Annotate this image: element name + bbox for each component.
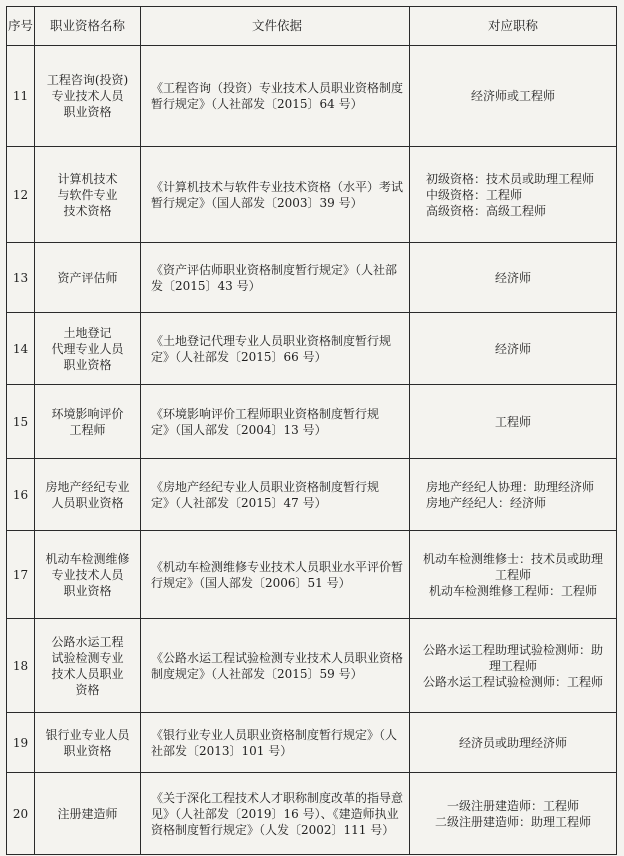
- row-title: 经济员或助理经济师: [410, 713, 617, 773]
- row-title: 经济师: [410, 243, 617, 313]
- header-name: 职业资格名称: [35, 7, 141, 46]
- row-title: 机动车检测维修士：技术员或助理 工程师 机动车检测维修工程师：工程师: [410, 531, 617, 619]
- row-name: 房地产经纪专业 人员职业资格: [35, 459, 141, 531]
- row-title: 初级资格：技术员或助理工程师 中级资格：工程师 高级资格：高级工程师: [410, 147, 617, 243]
- qualification-table: [6, 6, 617, 855]
- row-doc: 《银行业专业人员职业资格制度暂行规定》（人社部发〔2013〕101 号）: [141, 713, 410, 773]
- row-name: 资产评估师: [35, 243, 141, 313]
- row-no: 19: [7, 713, 35, 773]
- table-row: [7, 619, 617, 713]
- row-title: 经济师或工程师: [410, 46, 617, 147]
- row-no: 11: [7, 46, 35, 147]
- row-title: 一级注册建造师：工程师 二级注册建造师：助理工程师: [410, 773, 617, 855]
- table-header-row: [7, 7, 617, 46]
- header-no: 序号: [7, 7, 35, 46]
- row-doc: 《关于深化工程技术人才职称制度改革的指导意见》（人社部发〔2019〕16 号）、《建造师执业资格制度暂行规定》（人发〔2002〕111 号）: [141, 773, 410, 855]
- row-doc: 《机动车检测维修专业技术人员职业水平评价暂行规定》（国人部发〔2006〕51 号）: [141, 531, 410, 619]
- row-title: 经济师: [410, 313, 617, 385]
- row-doc: 《工程咨询（投资）专业技术人员职业资格制度暂行规定》（人社部发〔2015〕64 号）: [141, 46, 410, 147]
- row-no: 12: [7, 147, 35, 243]
- row-name: 环境影响评价 工程师: [35, 385, 141, 459]
- row-name: 计算机技术 与软件专业 技术资格: [35, 147, 141, 243]
- row-name: 银行业专业人员 职业资格: [35, 713, 141, 773]
- row-name: 公路水运工程 试验检测专业 技术人员职业 资格: [35, 619, 141, 713]
- header-title: 对应职称: [410, 7, 617, 46]
- table-row: [7, 531, 617, 619]
- table-row: [7, 313, 617, 385]
- row-name: 工程咨询(投资) 专业技术人员 职业资格: [35, 46, 141, 147]
- table-row: [7, 243, 617, 313]
- row-no: 17: [7, 531, 35, 619]
- table-row: [7, 459, 617, 531]
- table-row: [7, 147, 617, 243]
- row-no: 18: [7, 619, 35, 713]
- table-row: [7, 713, 617, 773]
- row-doc: 《公路水运工程试验检测专业技术人员职业资格制度规定》（人社部发〔2015〕59 号）: [141, 619, 410, 713]
- row-no: 14: [7, 313, 35, 385]
- row-doc: 《环境影响评价工程师职业资格制度暂行规定》（国人部发〔2004〕13 号）: [141, 385, 410, 459]
- row-title: 房地产经纪人协理：助理经济师 房地产经纪人：经济师: [410, 459, 617, 531]
- table-row: [7, 773, 617, 855]
- row-no: 15: [7, 385, 35, 459]
- row-doc: 《房地产经纪专业人员职业资格制度暂行规定》（人社部发〔2015〕47 号）: [141, 459, 410, 531]
- row-name: 土地登记 代理专业人员 职业资格: [35, 313, 141, 385]
- row-no: 20: [7, 773, 35, 855]
- row-doc: 《土地登记代理专业人员职业资格制度暂行规定》（人社部发〔2015〕66 号）: [141, 313, 410, 385]
- header-doc: 文件依据: [141, 7, 410, 46]
- row-name: 机动车检测维修 专业技术人员 职业资格: [35, 531, 141, 619]
- row-doc: 《计算机技术与软件专业技术资格（水平）考试暂行规定》（国人部发〔2003〕39 号）: [141, 147, 410, 243]
- row-doc: 《资产评估师职业资格制度暂行规定》（人社部发〔2015〕43 号）: [141, 243, 410, 313]
- row-title: 工程师: [410, 385, 617, 459]
- table-row: [7, 385, 617, 459]
- table-row: [7, 46, 617, 147]
- row-no: 13: [7, 243, 35, 313]
- row-title: 公路水运工程助理试验检测师：助 理工程师 公路水运工程试验检测师：工程师: [410, 619, 617, 713]
- row-name: 注册建造师: [35, 773, 141, 855]
- row-no: 16: [7, 459, 35, 531]
